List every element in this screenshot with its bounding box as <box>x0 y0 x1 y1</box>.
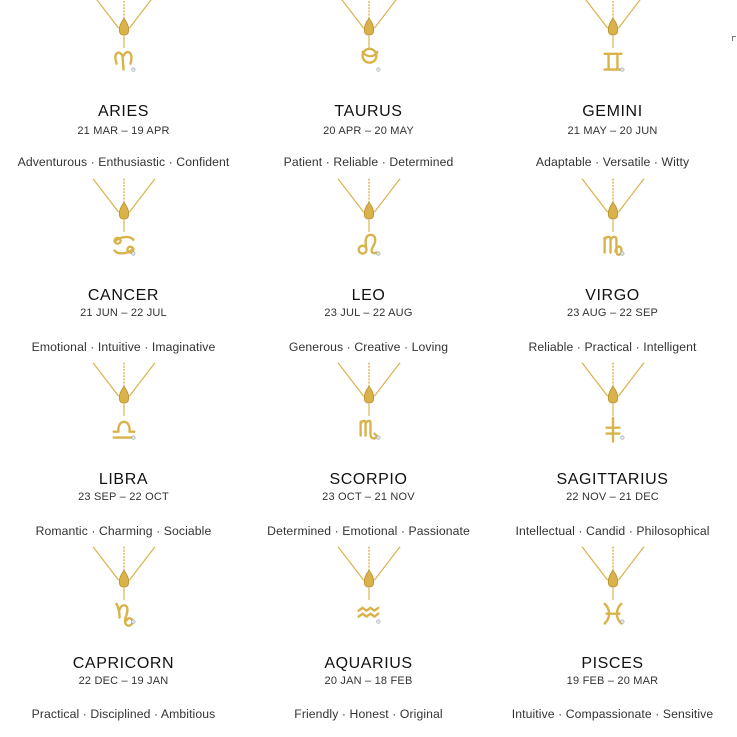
diamond-accent <box>131 252 135 256</box>
chain-left <box>581 547 607 581</box>
sign-traits: Practical · Disciplined · Ambitious <box>31 707 216 721</box>
aquarius-glyph <box>358 608 378 617</box>
chain-left <box>581 179 607 213</box>
sign-dates: 23 AUG – 22 SEP <box>566 307 659 319</box>
sign-dates: 22 DEC – 19 JAN <box>78 675 169 687</box>
sign-dates: 21 MAY – 20 JUN <box>567 125 658 137</box>
zodiac-card-aries[interactable] <box>1 0 246 169</box>
virgo-pendant-graphic <box>578 178 648 268</box>
chain-left <box>581 0 607 28</box>
sign-dates: 20 APR – 20 MAY <box>323 125 414 137</box>
diamond-accent <box>620 620 624 624</box>
sagittarius-pendant-icon <box>578 362 648 452</box>
sign-traits: Patient · Reliable · Determined <box>283 155 454 169</box>
sign-traits: Adaptable · Versatile · Witty <box>535 155 690 169</box>
sign-name: GEMINI <box>582 103 643 120</box>
capricorn-glyph <box>116 604 132 626</box>
chain-left <box>92 179 118 213</box>
nugget-charm <box>119 570 129 587</box>
chain-left <box>92 0 118 28</box>
sign-name: LEO <box>351 287 386 304</box>
chain-right <box>129 363 155 397</box>
chain-right <box>618 363 644 397</box>
taurus-pendant-icon <box>334 0 404 84</box>
sign-traits: Friendly · Honest · Original <box>294 707 443 721</box>
sign-name: ARIES <box>97 103 149 120</box>
sign-dates: 19 FEB – 20 MAR <box>566 675 659 687</box>
sign-name: SAGITTARIUS <box>556 471 669 488</box>
virgo-pendant-icon <box>578 178 648 268</box>
sign-name: PISCES <box>581 655 644 672</box>
sign-dates: 20 JAN – 18 FEB <box>324 675 413 687</box>
sign-traits: Reliable · Practical · Intelligent <box>528 340 697 354</box>
aquarius-pendant-graphic <box>334 546 404 636</box>
nugget-charm <box>364 570 374 587</box>
zodiac-card-libra[interactable] <box>1 348 246 538</box>
gemini-glyph <box>604 54 621 70</box>
chain-left <box>337 547 363 581</box>
zodiac-card-pisces[interactable] <box>490 532 735 721</box>
aries-pendant-graphic <box>89 0 159 84</box>
sign-traits: Determined · Emotional · Passionate <box>267 524 470 538</box>
aries-glyph <box>115 52 131 69</box>
chain-left <box>92 363 118 397</box>
sign-dates: 21 JUN – 22 JUL <box>80 307 167 319</box>
nugget-charm <box>608 202 618 219</box>
sign-name: CAPRICORN <box>72 655 175 672</box>
sign-traits: Adventurous · Enthusiastic · Confident <box>17 155 230 169</box>
diamond-accent <box>376 68 380 72</box>
diamond-accent <box>376 620 380 624</box>
sign-dates: 23 JUL – 22 AUG <box>324 307 413 319</box>
diamond-accent <box>131 620 135 624</box>
libra-pendant-icon <box>89 362 159 452</box>
zodiac-card-aquarius[interactable] <box>246 532 491 721</box>
nugget-charm <box>119 202 129 219</box>
chain-right <box>618 0 644 28</box>
diamond-accent <box>376 252 380 256</box>
sign-traits: Romantic · Charming · Sociable <box>35 524 212 538</box>
sign-name: LIBRA <box>98 471 149 488</box>
chain-right <box>129 179 155 213</box>
nugget-charm <box>364 202 374 219</box>
zodiac-card-gemini[interactable] <box>490 0 735 169</box>
pisces-pendant-icon <box>578 546 648 636</box>
nugget-charm <box>608 386 618 403</box>
capricorn-pendant-icon <box>89 546 159 636</box>
chain-right <box>129 0 155 28</box>
chain-right <box>374 547 400 581</box>
zodiac-card-scorpio[interactable] <box>246 348 491 538</box>
zodiac-card-sagittarius[interactable] <box>490 348 735 538</box>
libra-glyph <box>113 422 134 438</box>
chain-left <box>337 0 363 28</box>
chain-left <box>337 363 363 397</box>
zodiac-card-taurus[interactable] <box>246 0 491 169</box>
chain-left <box>92 547 118 581</box>
aries-pendant-icon <box>89 0 159 84</box>
diamond-accent <box>131 68 135 72</box>
sagittarius-pendant-graphic <box>578 362 648 452</box>
sign-dates: 23 OCT – 21 NOV <box>322 491 415 503</box>
sign-name: SCORPIO <box>329 471 408 488</box>
scorpio-pendant-graphic <box>334 362 404 452</box>
sign-traits: Intellectual · Candid · Philosophical <box>515 524 710 538</box>
taurus-glyph <box>362 49 377 70</box>
nugget-charm <box>364 18 374 35</box>
pisces-pendant-graphic <box>578 546 648 636</box>
sign-dates: 22 NOV – 21 DEC <box>566 491 659 503</box>
chain-left <box>581 363 607 397</box>
scorpio-glyph <box>360 421 377 439</box>
taurus-pendant-graphic <box>334 0 404 84</box>
sign-name: TAURUS <box>334 103 403 120</box>
leo-pendant-graphic <box>334 178 404 268</box>
chain-right <box>374 363 400 397</box>
diamond-accent <box>376 436 380 440</box>
chain-right <box>374 179 400 213</box>
nugget-charm <box>119 386 129 403</box>
sign-name: AQUARIUS <box>324 655 413 672</box>
zodiac-card-capricorn[interactable] <box>1 532 246 721</box>
chain-right <box>374 0 400 28</box>
gemini-pendant-graphic <box>578 0 648 84</box>
sagittarius-glyph <box>606 418 619 442</box>
zodiac-card-cancer[interactable] <box>1 164 246 354</box>
zodiac-card-virgo[interactable] <box>490 164 735 354</box>
cancer-glyph <box>114 237 133 253</box>
zodiac-card-leo[interactable] <box>246 164 491 354</box>
nugget-charm <box>364 386 374 403</box>
sign-traits: Intuitive · Compassionate · Sensitive <box>511 707 714 721</box>
capricorn-pendant-graphic <box>89 546 159 636</box>
libra-pendant-graphic <box>89 362 159 452</box>
sign-dates: 21 MAR – 19 APR <box>77 125 170 137</box>
nugget-charm <box>608 18 618 35</box>
diamond-accent <box>620 68 624 72</box>
diamond-accent <box>131 436 135 440</box>
diamond-accent <box>620 252 624 256</box>
cancer-pendant-icon <box>89 178 159 268</box>
leo-glyph <box>358 235 376 254</box>
nugget-charm <box>119 18 129 35</box>
corner-tick-mark <box>732 36 736 41</box>
sign-name: CANCER <box>87 287 160 304</box>
cancer-pendant-graphic <box>89 178 159 268</box>
chain-left <box>337 179 363 213</box>
chain-right <box>618 547 644 581</box>
scorpio-pendant-icon <box>334 362 404 452</box>
nugget-charm <box>608 570 618 587</box>
gemini-pendant-icon <box>578 0 648 84</box>
chain-right <box>129 547 155 581</box>
sign-traits: Emotional · Intuitive · Imaginative <box>31 340 216 354</box>
chain-right <box>618 179 644 213</box>
aquarius-pendant-icon <box>334 546 404 636</box>
leo-pendant-icon <box>334 178 404 268</box>
diamond-accent <box>620 436 624 440</box>
pisces-glyph <box>604 604 621 624</box>
sign-dates: 23 SEP – 22 OCT <box>78 491 169 503</box>
sign-traits: Generous · Creative · Loving <box>288 340 449 354</box>
virgo-glyph <box>604 237 621 255</box>
sign-name: VIRGO <box>585 287 640 304</box>
